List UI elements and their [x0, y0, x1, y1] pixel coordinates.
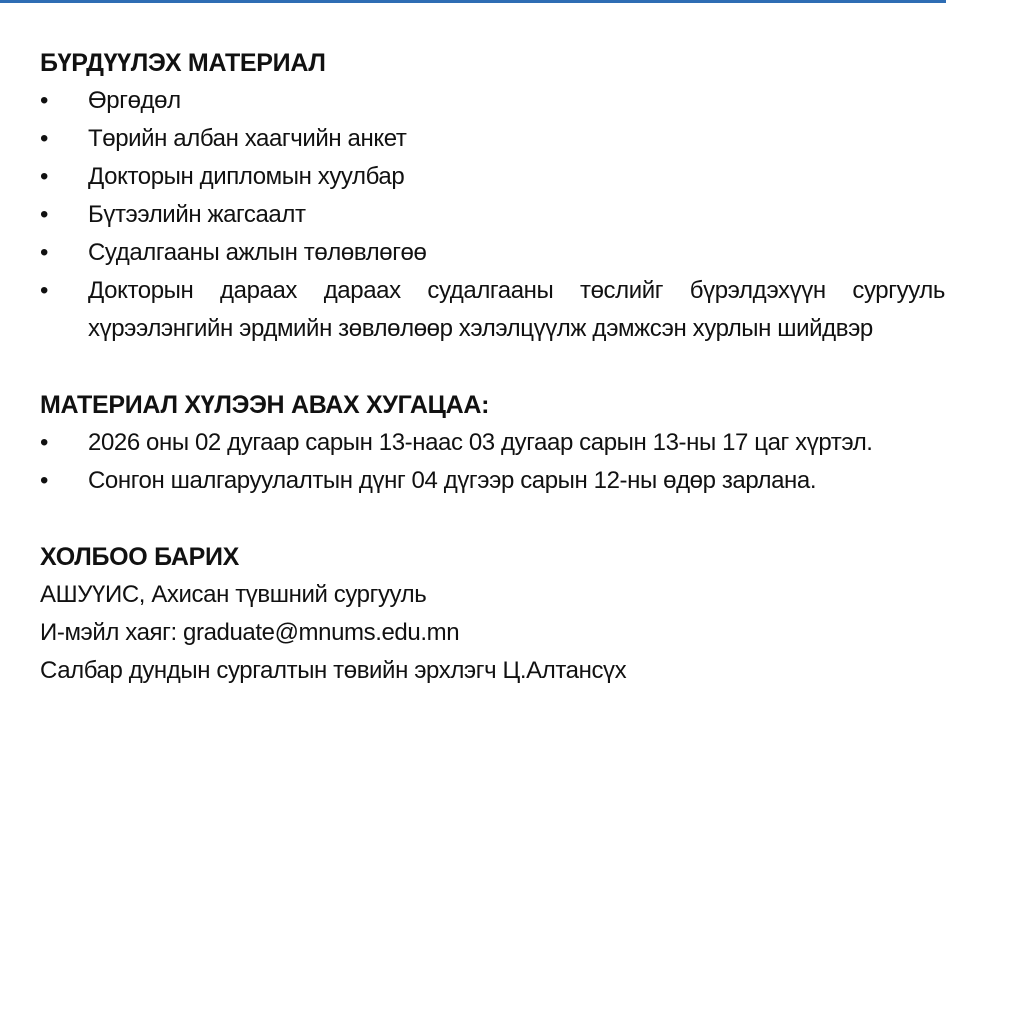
section-heading: МАТЕРИАЛ ХҮЛЭЭН АВАХ ХУГАЦАА: — [40, 391, 490, 419]
bullet-icon: • — [40, 277, 49, 304]
bullet-icon: • — [40, 87, 49, 114]
required-materials-section — [40, 44, 945, 348]
list-item: • Өргөдөл — [40, 82, 945, 120]
bullet-icon: • — [40, 467, 49, 494]
contact-organization: АШУҮИС, Ахисан түвшний сургууль — [40, 581, 427, 608]
section-heading: БҮРДҮҮЛЭХ МАТЕРИАЛ — [40, 49, 326, 77]
section-heading: ХОЛБОО БАРИХ — [40, 543, 239, 571]
document-body — [40, 44, 945, 690]
bullet-icon: • — [40, 201, 49, 228]
list-item: • Сонгон шалгаруулалтын дүнг 04 дүгээр сарын 12-ны өдөр зарлана. — [40, 462, 945, 500]
submission-period-section — [40, 386, 945, 500]
list-item: • Докторын дипломын хуулбар — [40, 158, 945, 196]
contact-email: И-мэйл хаяг: graduate@mnums.edu.mn — [40, 619, 460, 646]
materials-list — [40, 82, 945, 348]
bullet-icon: • — [40, 125, 49, 152]
list-item: • Бүтээлийн жагсаалт — [40, 196, 945, 234]
list-item: • Судалгааны ажлын төлөвлөгөө — [40, 234, 945, 272]
bullet-icon: • — [40, 429, 49, 456]
list-item: • 2026 оны 02 дугаар сарын 13-наас 03 дугаар сарын 13-ны 17 цаг хүртэл. — [40, 424, 945, 462]
top-divider-line — [0, 0, 946, 3]
period-list — [40, 424, 945, 500]
contact-person: Салбар дундын сургалтын төвийн эрхлэгч Ц.Алтансүх — [40, 657, 627, 684]
contact-section — [40, 538, 945, 690]
list-item: • Докторын дараах дараах судалгааны төслийг бүрэлдэхүүн сургууль хүрээлэнгийн эрдмийн зөвлөлөөр хэлэлцүүлж дэмжсэн хурлын шийдвэр — [40, 272, 945, 348]
bullet-icon: • — [40, 163, 49, 190]
bullet-icon: • — [40, 239, 49, 266]
list-item: • Төрийн албан хаагчийн анкет — [40, 120, 945, 158]
